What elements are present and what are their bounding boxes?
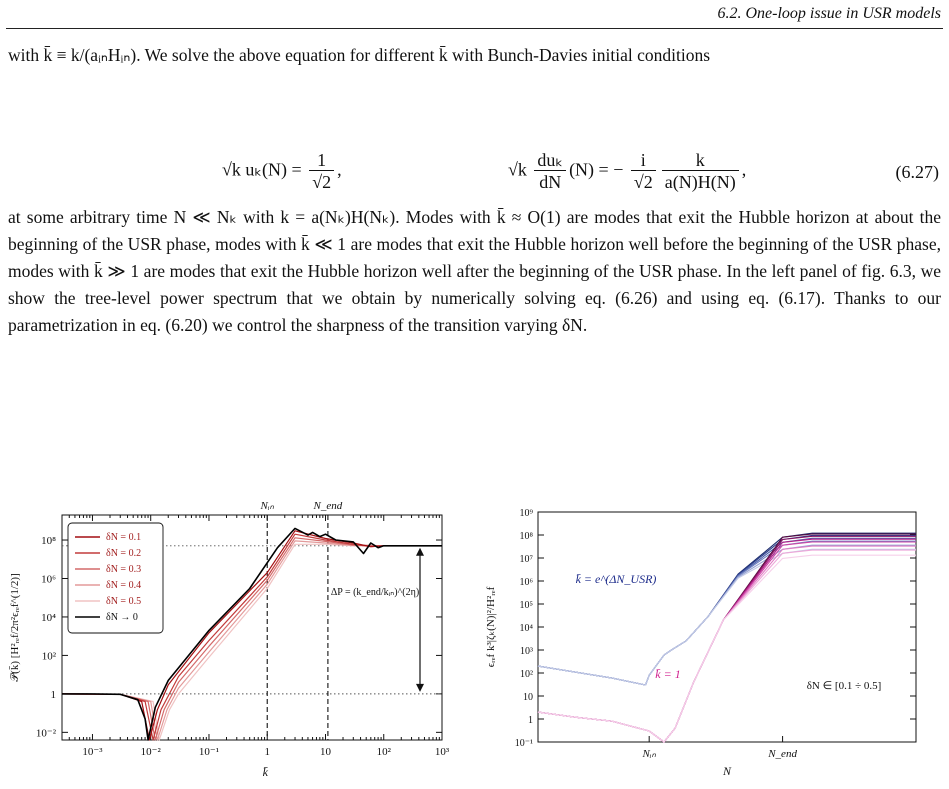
right-series-line: [538, 549, 916, 685]
right-y-axis-label: ϵᵣₑf k³|ζₖ(N)|²/H²ᵣₑf: [485, 586, 497, 668]
right-series-line: [538, 533, 916, 685]
right-series-line: [538, 541, 916, 685]
right-series-line: [538, 534, 916, 742]
eq-frac-b-num: duₖ: [534, 150, 566, 171]
eq-frac-a: [309, 150, 334, 193]
left-x-axis-label: k̄: [262, 765, 268, 779]
left-y-tick-label: 10⁶: [41, 573, 56, 586]
left-y-axis-label: 𝒫(k̄) [H²ᵣₑf/2π²ϵᵣₑf^(1/2)]: [9, 573, 21, 682]
eq-frac-b-den: dN: [539, 172, 562, 192]
legend-entry-label: δN = 0.5: [106, 596, 142, 607]
eq-right-mid: (N) = −: [569, 159, 624, 180]
left-y-tick-label: 10⁻²: [35, 727, 56, 740]
delta-p-annotation: ΔP = (k_end/kᵢₙ)^(2η): [330, 586, 420, 598]
right-y-tick-label: 10⁻¹: [514, 738, 533, 749]
right-series-line: [538, 536, 916, 742]
delta-p-arrow-head-bottom: [416, 684, 424, 692]
right-series-line: [538, 538, 916, 685]
page-header: [6, 0, 943, 29]
right-x-tick-label: N_end: [768, 748, 797, 760]
running-title: 6.2. One-loop issue in USR models: [717, 5, 941, 22]
left-x-tick-label: 10³: [434, 746, 450, 758]
eq-frac-a-den: √2: [312, 172, 332, 192]
right-x-tick-label: Nᵢₙ: [642, 748, 656, 760]
equation-6-27: [0, 140, 949, 190]
left-y-tick-label: 1: [50, 688, 56, 701]
eq-frac-c: [631, 150, 656, 193]
legend-entry-label: δN = 0.3: [106, 564, 142, 575]
left-panel-chart: [0, 490, 470, 789]
right-panel-chart: [478, 490, 949, 789]
right-series-line: [538, 535, 916, 685]
right-y-tick-label: 1: [528, 715, 533, 726]
right-series-line: [538, 539, 916, 742]
eq-right-prefix: √k: [508, 159, 527, 180]
paragraph-intro: with k̄ ≡ k/(aᵢₙHᵢₙ). We solve the above equation for different k̄ with Bunch-Davies initial conditions: [8, 45, 711, 65]
eq-frac-a-num: 1: [309, 150, 334, 171]
left-y-tick-label: 10⁴: [41, 611, 56, 624]
left-x-tick-label: 10⁻³: [82, 746, 103, 758]
right-y-tick-label: 10⁹: [519, 508, 533, 519]
eq-frac-d-den: a(N)H(N): [664, 172, 736, 192]
equation-left: √k uₖ(N) = $\frac{1}{√2}$ ,: [222, 150, 342, 192]
right-y-tick-label: 10⁷: [519, 554, 533, 565]
right-y-tick-label: 10²: [520, 669, 533, 680]
left-vline-label: N_end: [313, 500, 343, 512]
figure-6-3: [0, 490, 949, 789]
left-x-tick-label: 10²: [376, 746, 391, 758]
legend-entry-label: δN = 0.1: [106, 532, 142, 543]
annotation-k-e-delta-n: k̄ = e^(ΔN_USR): [575, 572, 657, 586]
left-legend: [68, 523, 163, 633]
right-y-tick-label: 10⁵: [519, 600, 533, 611]
eq-frac-d-num: k: [662, 150, 739, 171]
right-y-tick-label: 10⁸: [519, 531, 533, 542]
right-y-tick-label: 10³: [520, 646, 533, 657]
left-y-tick-label: 10⁸: [41, 535, 56, 548]
eq-frac-c-den: √2: [633, 172, 653, 192]
paragraph-modes: at some arbitrary time N ≪ Nₖ with k = a(Nₖ)H(Nₖ). Modes with k̄ ≈ O(1) are modes that exit the Hubble horizon at about the beginning of the USR phase, modes with k̄ ≪ 1 are modes that exit the Hubble horizon well before the beginning of the USR phase, modes with k̄ ≫ 1 are modes that exit the Hubble horizon well after the beginning of the USR phase. In the left panel of fig. 6.3, we show the tree-level power spectrum that we obtain by numerically solving eq. (6.26) and using eq. (6.17). Thanks to our parametrization in eq. (6.20) we control the sharpness of the transition varying δN.: [8, 207, 941, 335]
legend-entry-label: δN = 0.4: [106, 580, 142, 591]
right-x-axis-label: N: [722, 764, 732, 778]
annotation-delta-n-range: δN ∈ [0.1 ÷ 0.5]: [806, 680, 882, 692]
eq-frac-c-num: i: [631, 150, 656, 171]
left-x-tick-label: 10⁻²: [140, 746, 161, 758]
annotation-k-equals-1: k̄ = 1: [655, 667, 681, 681]
eq-left-prefix: √k uₖ(N) =: [222, 159, 302, 180]
left-x-tick-label: 10: [319, 746, 331, 758]
legend-entry-label: δN → 0: [106, 612, 138, 623]
equation-right: √k $\frac{\text{duₖ}}{dN}$ (N) = − $\frac{i}{√2}$ $\frac{k}{a(N)H(N)}$ ,: [508, 150, 747, 192]
left-x-tick-label: 1: [264, 746, 270, 758]
delta-p-arrow-head-top: [416, 548, 424, 556]
left-vline-label: Nᵢₙ: [260, 500, 274, 512]
left-y-tick-label: 10²: [41, 650, 56, 663]
right-y-tick-label: 10⁴: [519, 623, 533, 634]
right-y-tick-label: 10: [523, 692, 533, 703]
legend-entry-label: δN = 0.2: [106, 548, 142, 559]
eq-frac-b: [534, 150, 566, 193]
right-y-tick-label: 10⁶: [519, 577, 533, 588]
eq-frac-d: [662, 150, 739, 193]
equation-number: (6.27): [895, 162, 939, 182]
left-x-tick-label: 10⁻¹: [198, 746, 220, 758]
